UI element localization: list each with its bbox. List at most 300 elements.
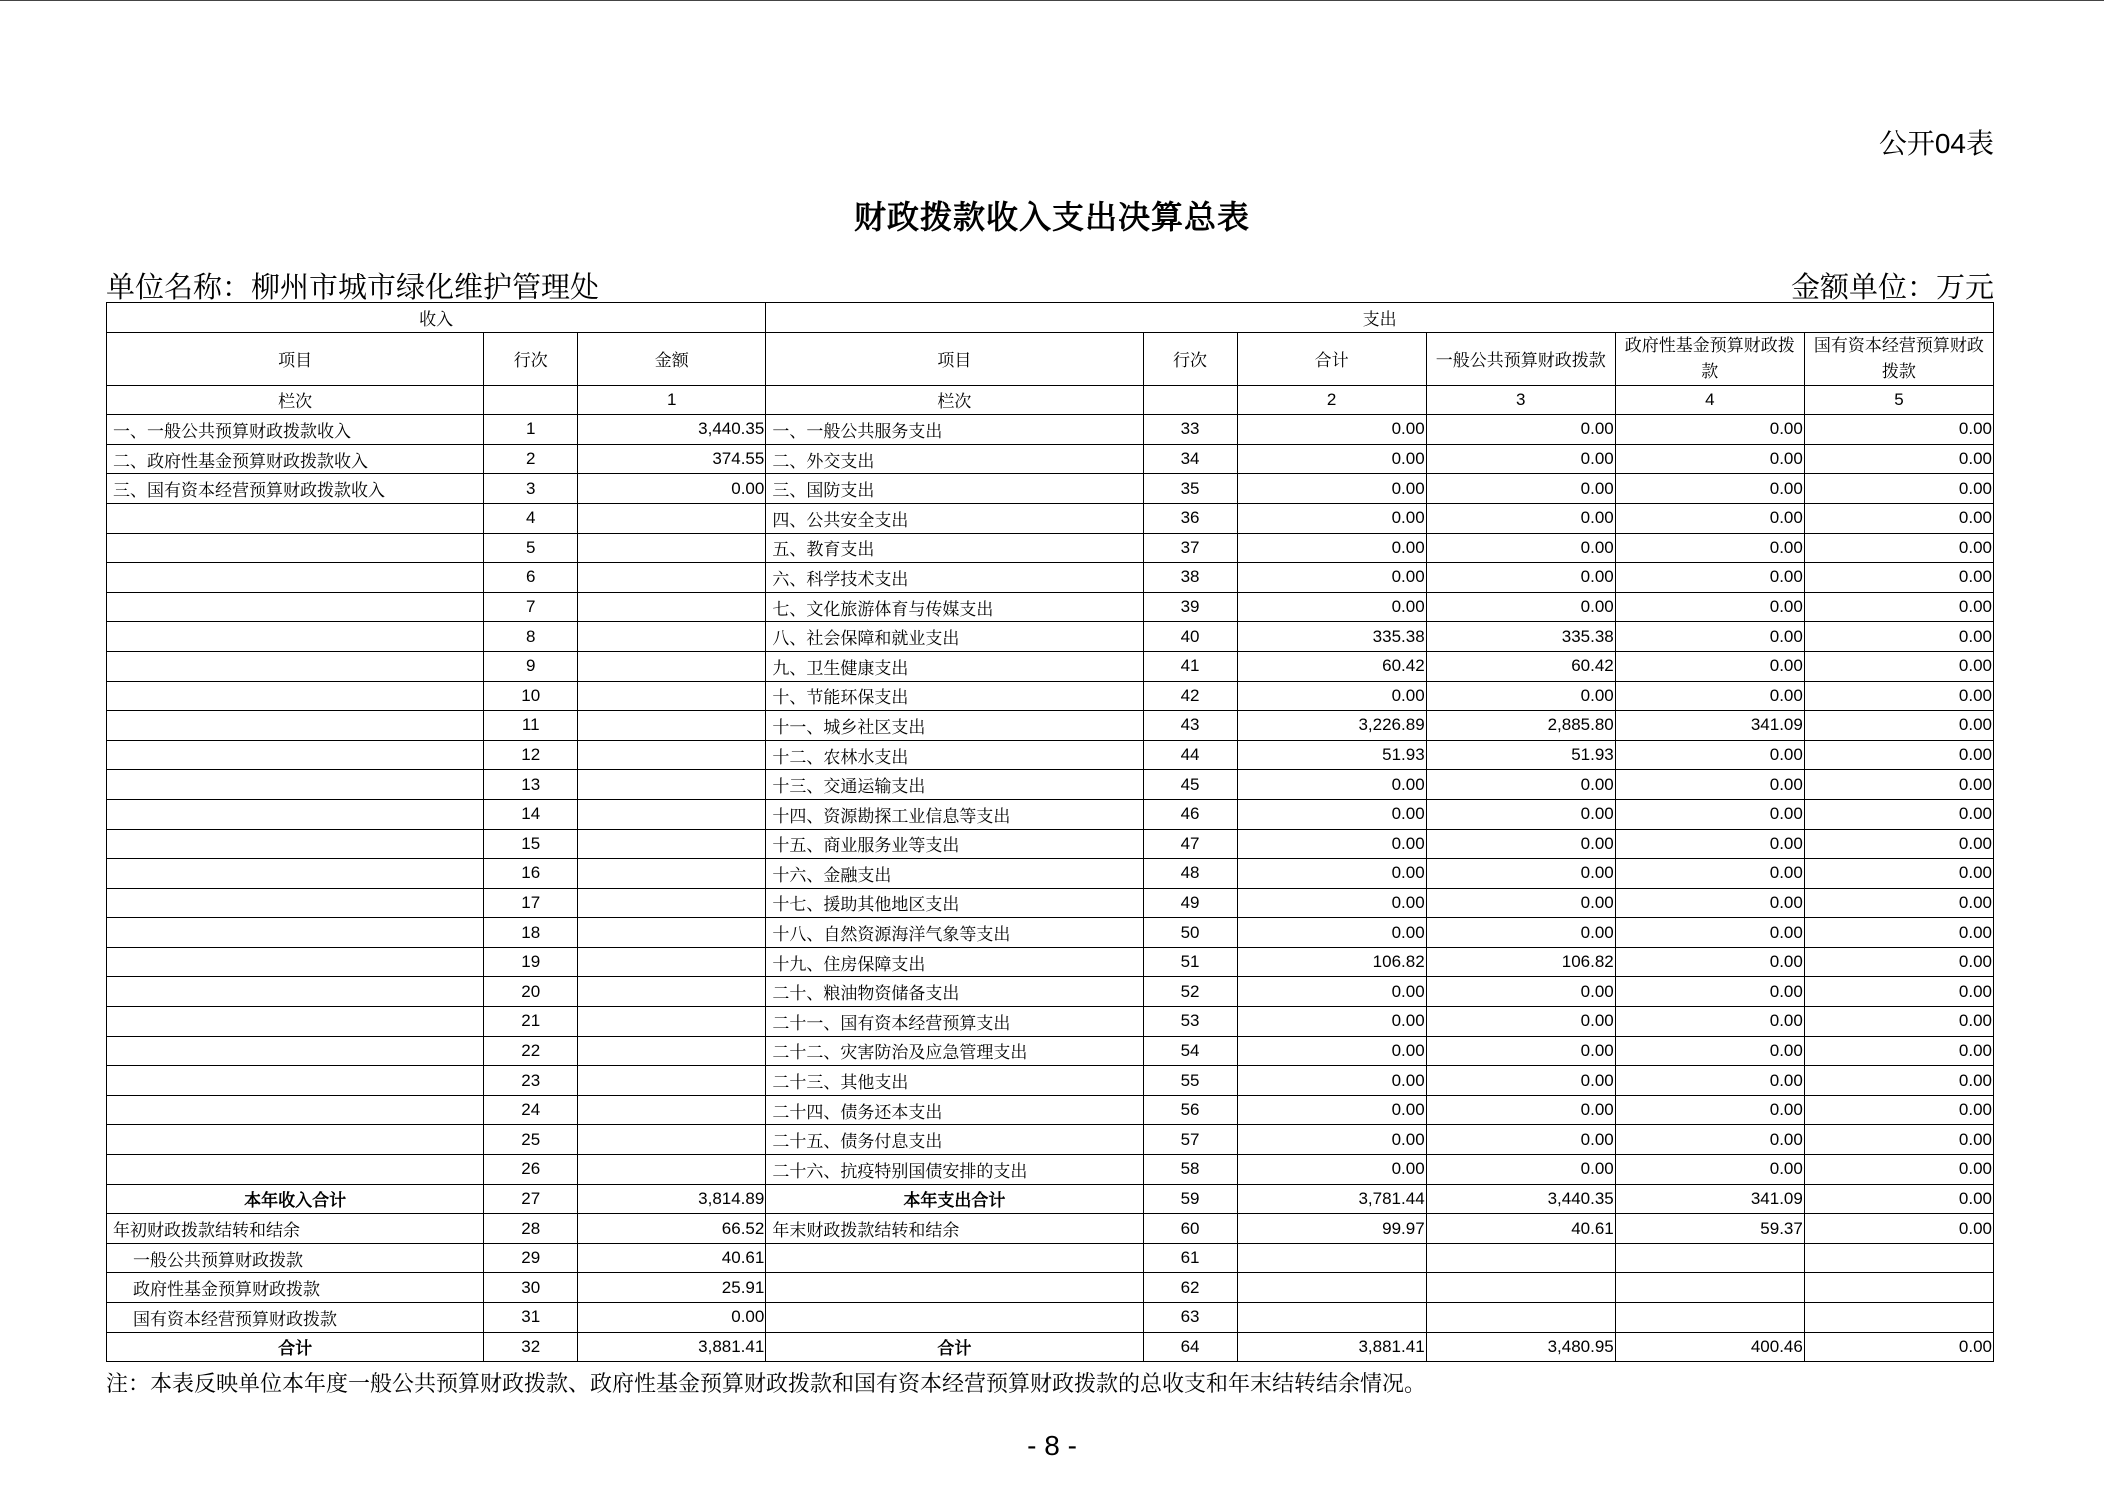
- income-amount-cell: [578, 1007, 766, 1037]
- income-amount-cell: [578, 947, 766, 977]
- income-row-no-cell: 7: [484, 592, 578, 622]
- header-expense-row-no: 行次: [1143, 332, 1237, 385]
- income-row-no-cell: 24: [484, 1095, 578, 1125]
- income-amount-cell: [578, 1095, 766, 1125]
- expense-total-cell: 0.00: [1237, 977, 1426, 1007]
- gov-fund-cell: 0.00: [1615, 651, 1804, 681]
- general-budget-cell: 0.00: [1426, 592, 1615, 622]
- gov-fund-cell: 0.00: [1615, 947, 1804, 977]
- state-capital-cell: 0.00: [1804, 977, 1993, 1007]
- expense-row-no-cell: 45: [1143, 770, 1237, 800]
- expense-row-no-cell: 33: [1143, 415, 1237, 445]
- header-row-columns: [107, 332, 1994, 385]
- income-item-cell: [107, 592, 484, 622]
- income-row-no-cell: 5: [484, 533, 578, 563]
- expense-row-no-cell: 59: [1143, 1184, 1237, 1214]
- expense-row-no-cell: 44: [1143, 740, 1237, 770]
- table-row: [107, 1125, 1994, 1155]
- income-amount-cell: [578, 770, 766, 800]
- income-item-cell: 年初财政拨款结转和结余: [107, 1214, 484, 1244]
- income-item-cell: 合计: [107, 1332, 484, 1362]
- gov-fund-cell: 0.00: [1615, 415, 1804, 445]
- income-row-no-cell: 2: [484, 444, 578, 474]
- expense-item-cell: 三、国防支出: [766, 474, 1143, 504]
- table-row: [107, 977, 1994, 1007]
- table-row: [107, 1155, 1994, 1185]
- income-row-no-cell: 14: [484, 799, 578, 829]
- expense-item-cell: 本年支出合计: [766, 1184, 1143, 1214]
- gov-fund-cell: 0.00: [1615, 799, 1804, 829]
- general-budget-cell: [1426, 1273, 1615, 1303]
- expense-row-no-cell: 50: [1143, 918, 1237, 948]
- expense-total-cell: 0.00: [1237, 1036, 1426, 1066]
- expense-row-no-cell: 52: [1143, 977, 1237, 1007]
- general-budget-cell: [1426, 1303, 1615, 1333]
- expense-total-cell: [1237, 1303, 1426, 1333]
- general-budget-cell: 0.00: [1426, 977, 1615, 1007]
- income-item-cell: [107, 503, 484, 533]
- general-budget-cell: 0.00: [1426, 444, 1615, 474]
- state-capital-cell: 0.00: [1804, 1332, 1993, 1362]
- expense-row-no-cell: 62: [1143, 1273, 1237, 1303]
- expense-row-no-cell: 60: [1143, 1214, 1237, 1244]
- income-amount-cell: 0.00: [578, 1303, 766, 1333]
- expense-row-no-cell: 51: [1143, 947, 1237, 977]
- general-budget-cell: 40.61: [1426, 1214, 1615, 1244]
- expense-total-cell: 106.82: [1237, 947, 1426, 977]
- state-capital-cell: 0.00: [1804, 918, 1993, 948]
- table-row: [107, 444, 1994, 474]
- income-item-cell: [107, 918, 484, 948]
- gov-fund-cell: 0.00: [1615, 859, 1804, 889]
- income-item-cell: [107, 977, 484, 1007]
- income-amount-cell: 66.52: [578, 1214, 766, 1244]
- expense-row-no-cell: 47: [1143, 829, 1237, 859]
- expense-item-cell: 二、外交支出: [766, 444, 1143, 474]
- income-item-cell: [107, 888, 484, 918]
- income-row-no-cell: 3: [484, 474, 578, 504]
- budget-table: [106, 302, 1994, 1362]
- expense-item-cell: 十七、援助其他地区支出: [766, 888, 1143, 918]
- gov-fund-cell: 0.00: [1615, 1095, 1804, 1125]
- general-budget-cell: 51.93: [1426, 740, 1615, 770]
- expense-total-cell: 0.00: [1237, 918, 1426, 948]
- income-item-cell: [107, 829, 484, 859]
- income-amount-cell: [578, 651, 766, 681]
- col-label-expense: 栏次: [766, 385, 1143, 415]
- expense-item-cell: 十九、住房保障支出: [766, 947, 1143, 977]
- expense-total-cell: 60.42: [1237, 651, 1426, 681]
- expense-total-cell: 0.00: [1237, 415, 1426, 445]
- table-row: [107, 503, 1994, 533]
- income-amount-cell: [578, 1066, 766, 1096]
- expense-row-no-cell: 40: [1143, 622, 1237, 652]
- table-row: [107, 947, 1994, 977]
- gov-fund-cell: 0.00: [1615, 829, 1804, 859]
- gov-fund-cell: 0.00: [1615, 770, 1804, 800]
- general-budget-cell: 0.00: [1426, 770, 1615, 800]
- expense-total-cell: 3,881.41: [1237, 1332, 1426, 1362]
- expense-row-no-cell: 54: [1143, 1036, 1237, 1066]
- table-row: [107, 1184, 1994, 1214]
- expense-total-cell: 0.00: [1237, 799, 1426, 829]
- income-row-no-cell: 22: [484, 1036, 578, 1066]
- expense-total-cell: 0.00: [1237, 533, 1426, 563]
- general-budget-cell: 0.00: [1426, 1036, 1615, 1066]
- income-row-no-cell: 13: [484, 770, 578, 800]
- income-item-cell: [107, 1036, 484, 1066]
- income-item-cell: [107, 1066, 484, 1096]
- expense-total-cell: 0.00: [1237, 592, 1426, 622]
- general-budget-cell: 0.00: [1426, 503, 1615, 533]
- gov-fund-cell: 0.00: [1615, 888, 1804, 918]
- general-budget-cell: 0.00: [1426, 533, 1615, 563]
- income-amount-cell: [578, 563, 766, 593]
- gov-fund-cell: 0.00: [1615, 1036, 1804, 1066]
- general-budget-cell: 335.38: [1426, 622, 1615, 652]
- state-capital-cell: 0.00: [1804, 799, 1993, 829]
- general-budget-cell: 0.00: [1426, 888, 1615, 918]
- table-row: [107, 415, 1994, 445]
- general-budget-cell: 0.00: [1426, 474, 1615, 504]
- income-item-cell: [107, 799, 484, 829]
- income-row-no-cell: 16: [484, 859, 578, 889]
- state-capital-cell: 0.00: [1804, 622, 1993, 652]
- state-capital-cell: 0.00: [1804, 592, 1993, 622]
- expense-item-cell: 十八、自然资源海洋气象等支出: [766, 918, 1143, 948]
- income-amount-cell: [578, 533, 766, 563]
- state-capital-cell: 0.00: [1804, 563, 1993, 593]
- income-amount-cell: [578, 681, 766, 711]
- table-row: [107, 1214, 1994, 1244]
- income-row-no-cell: 8: [484, 622, 578, 652]
- state-capital-cell: 0.00: [1804, 711, 1993, 741]
- income-item-cell: [107, 859, 484, 889]
- income-item-cell: 一般公共预算财政拨款: [107, 1243, 484, 1273]
- gov-fund-cell: 0.00: [1615, 622, 1804, 652]
- header-income-amount: 金额: [578, 332, 766, 385]
- general-budget-cell: 2,885.80: [1426, 711, 1615, 741]
- gov-fund-cell: 0.00: [1615, 1007, 1804, 1037]
- income-item-cell: [107, 533, 484, 563]
- income-amount-cell: [578, 918, 766, 948]
- expense-item-cell: [766, 1303, 1143, 1333]
- income-item-cell: 政府性基金预算财政拨款: [107, 1273, 484, 1303]
- gov-fund-cell: 59.37: [1615, 1214, 1804, 1244]
- expense-row-no-cell: 34: [1143, 444, 1237, 474]
- income-row-no-cell: 29: [484, 1243, 578, 1273]
- state-capital-cell: 0.00: [1804, 829, 1993, 859]
- expense-total-cell: 0.00: [1237, 1066, 1426, 1096]
- header-income: 收入: [107, 303, 766, 333]
- income-row-no-cell: 1: [484, 415, 578, 445]
- income-amount-cell: 3,881.41: [578, 1332, 766, 1362]
- header-gov-fund: 政府性基金预算财政拨款: [1615, 332, 1804, 385]
- income-amount-cell: [578, 740, 766, 770]
- income-row-no-cell: 20: [484, 977, 578, 1007]
- expense-row-no-cell: 35: [1143, 474, 1237, 504]
- gov-fund-cell: 0.00: [1615, 444, 1804, 474]
- form-code: 公开04表: [1878, 128, 1994, 159]
- income-item-cell: [107, 563, 484, 593]
- general-budget-cell: 3,480.95: [1426, 1332, 1615, 1362]
- expense-row-no-cell: 57: [1143, 1125, 1237, 1155]
- gov-fund-cell: 0.00: [1615, 592, 1804, 622]
- income-amount-cell: 0.00: [578, 474, 766, 504]
- state-capital-cell: 0.00: [1804, 1095, 1993, 1125]
- income-row-no-cell: 31: [484, 1303, 578, 1333]
- col-number-4: 4: [1615, 385, 1804, 415]
- expense-item-cell: 二十一、国有资本经营预算支出: [766, 1007, 1143, 1037]
- table-row: [107, 740, 1994, 770]
- table-row: [107, 711, 1994, 741]
- general-budget-cell: 3,440.35: [1426, 1184, 1615, 1214]
- state-capital-cell: 0.00: [1804, 503, 1993, 533]
- general-budget-cell: 0.00: [1426, 1125, 1615, 1155]
- state-capital-cell: 0.00: [1804, 1214, 1993, 1244]
- expense-row-no-cell: 36: [1143, 503, 1237, 533]
- expense-item-cell: 二十二、灾害防治及应急管理支出: [766, 1036, 1143, 1066]
- income-amount-cell: [578, 1125, 766, 1155]
- table-row: [107, 859, 1994, 889]
- income-amount-cell: [578, 1155, 766, 1185]
- income-row-no-cell: 9: [484, 651, 578, 681]
- expense-item-cell: 一、一般公共服务支出: [766, 415, 1143, 445]
- income-row-no-cell: 25: [484, 1125, 578, 1155]
- expense-total-cell: 0.00: [1237, 444, 1426, 474]
- top-border-line: [0, 0, 2104, 1]
- gov-fund-cell: 400.46: [1615, 1332, 1804, 1362]
- income-amount-cell: [578, 859, 766, 889]
- state-capital-cell: 0.00: [1804, 1036, 1993, 1066]
- income-item-cell: 本年收入合计: [107, 1184, 484, 1214]
- income-amount-cell: 3,814.89: [578, 1184, 766, 1214]
- col-label-income: 栏次: [107, 385, 484, 415]
- general-budget-cell: 0.00: [1426, 918, 1615, 948]
- gov-fund-cell: 0.00: [1615, 681, 1804, 711]
- expense-item-cell: 十四、资源勘探工业信息等支出: [766, 799, 1143, 829]
- table-row: [107, 829, 1994, 859]
- expense-total-cell: 0.00: [1237, 1095, 1426, 1125]
- expense-item-cell: 二十、粮油物资储备支出: [766, 977, 1143, 1007]
- income-amount-cell: 3,440.35: [578, 415, 766, 445]
- income-row-no-cell: 28: [484, 1214, 578, 1244]
- expense-item-cell: 十一、城乡社区支出: [766, 711, 1143, 741]
- expense-item-cell: 八、社会保障和就业支出: [766, 622, 1143, 652]
- income-item-cell: 二、政府性基金预算财政拨款收入: [107, 444, 484, 474]
- income-row-no-cell: 26: [484, 1155, 578, 1185]
- footnote: 注：本表反映单位本年度一般公共预算财政拨款、政府性基金预算财政拨款和国有资本经营预算财政拨款的总收支和年末结转结余情况。: [106, 1371, 1427, 1396]
- income-amount-cell: [578, 622, 766, 652]
- income-row-no-cell: 15: [484, 829, 578, 859]
- expense-row-no-cell: 42: [1143, 681, 1237, 711]
- general-budget-cell: 0.00: [1426, 829, 1615, 859]
- table-body: [107, 415, 1994, 1362]
- page-number: - 8 -: [1027, 1430, 1077, 1461]
- header-income-item: 项目: [107, 332, 484, 385]
- col-label-empty: [1143, 385, 1237, 415]
- col-number-2: 2: [1237, 385, 1426, 415]
- expense-item-cell: 六、科学技术支出: [766, 563, 1143, 593]
- header-expense-total: 合计: [1237, 332, 1426, 385]
- state-capital-cell: 0.00: [1804, 1066, 1993, 1096]
- gov-fund-cell: [1615, 1303, 1804, 1333]
- expense-item-cell: 十五、商业服务业等支出: [766, 829, 1143, 859]
- income-row-no-cell: 30: [484, 1273, 578, 1303]
- income-row-no-cell: 17: [484, 888, 578, 918]
- expense-item-cell: 五、教育支出: [766, 533, 1143, 563]
- table-row: [107, 1036, 1994, 1066]
- expense-item-cell: 十二、农林水支出: [766, 740, 1143, 770]
- table-row: [107, 1332, 1994, 1362]
- expense-row-no-cell: 58: [1143, 1155, 1237, 1185]
- expense-row-no-cell: 41: [1143, 651, 1237, 681]
- table-row: [107, 592, 1994, 622]
- header-expense-item: 项目: [766, 332, 1143, 385]
- expense-row-no-cell: 64: [1143, 1332, 1237, 1362]
- state-capital-cell: 0.00: [1804, 1184, 1993, 1214]
- expense-total-cell: 335.38: [1237, 622, 1426, 652]
- gov-fund-cell: 0.00: [1615, 474, 1804, 504]
- expense-total-cell: 0.00: [1237, 503, 1426, 533]
- income-amount-cell: [578, 888, 766, 918]
- table-row: [107, 651, 1994, 681]
- income-amount-cell: [578, 711, 766, 741]
- income-row-no-cell: 18: [484, 918, 578, 948]
- general-budget-cell: 0.00: [1426, 1066, 1615, 1096]
- gov-fund-cell: 0.00: [1615, 740, 1804, 770]
- gov-fund-cell: 0.00: [1615, 1066, 1804, 1096]
- table-row: [107, 799, 1994, 829]
- gov-fund-cell: 341.09: [1615, 711, 1804, 741]
- unit-name: 单位名称：柳州市城市绿化维护管理处: [106, 272, 600, 304]
- header-state-capital: 国有资本经营预算财政拨款: [1804, 332, 1993, 385]
- expense-total-cell: 0.00: [1237, 1125, 1426, 1155]
- expense-item-cell: 二十三、其他支出: [766, 1066, 1143, 1096]
- state-capital-cell: 0.00: [1804, 770, 1993, 800]
- gov-fund-cell: [1615, 1243, 1804, 1273]
- general-budget-cell: 0.00: [1426, 1007, 1615, 1037]
- table-row: [107, 1243, 1994, 1273]
- income-row-no-cell: 4: [484, 503, 578, 533]
- expense-item-cell: 二十五、债务付息支出: [766, 1125, 1143, 1155]
- state-capital-cell: 0.00: [1804, 1155, 1993, 1185]
- state-capital-cell: 0.00: [1804, 888, 1993, 918]
- state-capital-cell: 0.00: [1804, 533, 1993, 563]
- income-row-no-cell: 21: [484, 1007, 578, 1037]
- expense-item-cell: 四、公共安全支出: [766, 503, 1143, 533]
- expense-item-cell: 二十四、债务还本支出: [766, 1095, 1143, 1125]
- income-row-no-cell: 23: [484, 1066, 578, 1096]
- general-budget-cell: 0.00: [1426, 859, 1615, 889]
- expense-row-no-cell: 39: [1143, 592, 1237, 622]
- expense-total-cell: 0.00: [1237, 681, 1426, 711]
- expense-total-cell: 0.00: [1237, 888, 1426, 918]
- general-budget-cell: 0.00: [1426, 681, 1615, 711]
- expense-total-cell: 0.00: [1237, 770, 1426, 800]
- state-capital-cell: 0.00: [1804, 444, 1993, 474]
- income-row-no-cell: 19: [484, 947, 578, 977]
- expense-row-no-cell: 37: [1143, 533, 1237, 563]
- general-budget-cell: 60.42: [1426, 651, 1615, 681]
- expense-total-cell: [1237, 1273, 1426, 1303]
- income-row-no-cell: 27: [484, 1184, 578, 1214]
- income-amount-cell: 40.61: [578, 1243, 766, 1273]
- general-budget-cell: 0.00: [1426, 563, 1615, 593]
- expense-item-cell: 二十六、抗疫特别国债安排的支出: [766, 1155, 1143, 1185]
- state-capital-cell: [1804, 1303, 1993, 1333]
- expense-item-cell: 七、文化旅游体育与传媒支出: [766, 592, 1143, 622]
- income-amount-cell: [578, 977, 766, 1007]
- general-budget-cell: [1426, 1243, 1615, 1273]
- table-row: [107, 1095, 1994, 1125]
- income-item-cell: [107, 622, 484, 652]
- gov-fund-cell: 0.00: [1615, 918, 1804, 948]
- table-row: [107, 533, 1994, 563]
- table-row: [107, 563, 1994, 593]
- state-capital-cell: 0.00: [1804, 474, 1993, 504]
- income-amount-cell: 374.55: [578, 444, 766, 474]
- income-item-cell: [107, 1007, 484, 1037]
- expense-item-cell: 十六、金融支出: [766, 859, 1143, 889]
- expense-row-no-cell: 53: [1143, 1007, 1237, 1037]
- gov-fund-cell: 0.00: [1615, 1155, 1804, 1185]
- income-amount-cell: [578, 592, 766, 622]
- table-row: [107, 1066, 1994, 1096]
- income-item-cell: 三、国有资本经营预算财政拨款收入: [107, 474, 484, 504]
- gov-fund-cell: 0.00: [1615, 563, 1804, 593]
- income-item-cell: 国有资本经营预算财政拨款: [107, 1303, 484, 1333]
- state-capital-cell: 0.00: [1804, 740, 1993, 770]
- state-capital-cell: 0.00: [1804, 681, 1993, 711]
- general-budget-cell: 106.82: [1426, 947, 1615, 977]
- header-expense: 支出: [766, 303, 1994, 333]
- header-income-row-no: 行次: [484, 332, 578, 385]
- table-row: [107, 770, 1994, 800]
- income-amount-cell: [578, 503, 766, 533]
- income-row-no-cell: 11: [484, 711, 578, 741]
- expense-total-cell: 0.00: [1237, 829, 1426, 859]
- income-amount-cell: [578, 1036, 766, 1066]
- income-item-cell: [107, 1125, 484, 1155]
- table-row: [107, 681, 1994, 711]
- expense-item-cell: [766, 1273, 1143, 1303]
- income-row-no-cell: 10: [484, 681, 578, 711]
- income-row-no-cell: 32: [484, 1332, 578, 1362]
- expense-item-cell: 合计: [766, 1332, 1143, 1362]
- table-row: [107, 888, 1994, 918]
- state-capital-cell: 0.00: [1804, 1125, 1993, 1155]
- col-number-3: 3: [1426, 385, 1615, 415]
- table-row: [107, 622, 1994, 652]
- income-amount-cell: [578, 799, 766, 829]
- expense-total-cell: 3,226.89: [1237, 711, 1426, 741]
- gov-fund-cell: 0.00: [1615, 1125, 1804, 1155]
- general-budget-cell: 0.00: [1426, 1155, 1615, 1185]
- expense-row-no-cell: 46: [1143, 799, 1237, 829]
- expense-row-no-cell: 55: [1143, 1066, 1237, 1096]
- expense-item-cell: [766, 1243, 1143, 1273]
- expense-row-no-cell: 49: [1143, 888, 1237, 918]
- col-number-5: 5: [1804, 385, 1993, 415]
- expense-item-cell: 九、卫生健康支出: [766, 651, 1143, 681]
- general-budget-cell: 0.00: [1426, 415, 1615, 445]
- gov-fund-cell: [1615, 1273, 1804, 1303]
- state-capital-cell: [1804, 1273, 1993, 1303]
- expense-total-cell: 0.00: [1237, 474, 1426, 504]
- table-row: [107, 1303, 1994, 1333]
- col-number-1: 1: [578, 385, 766, 415]
